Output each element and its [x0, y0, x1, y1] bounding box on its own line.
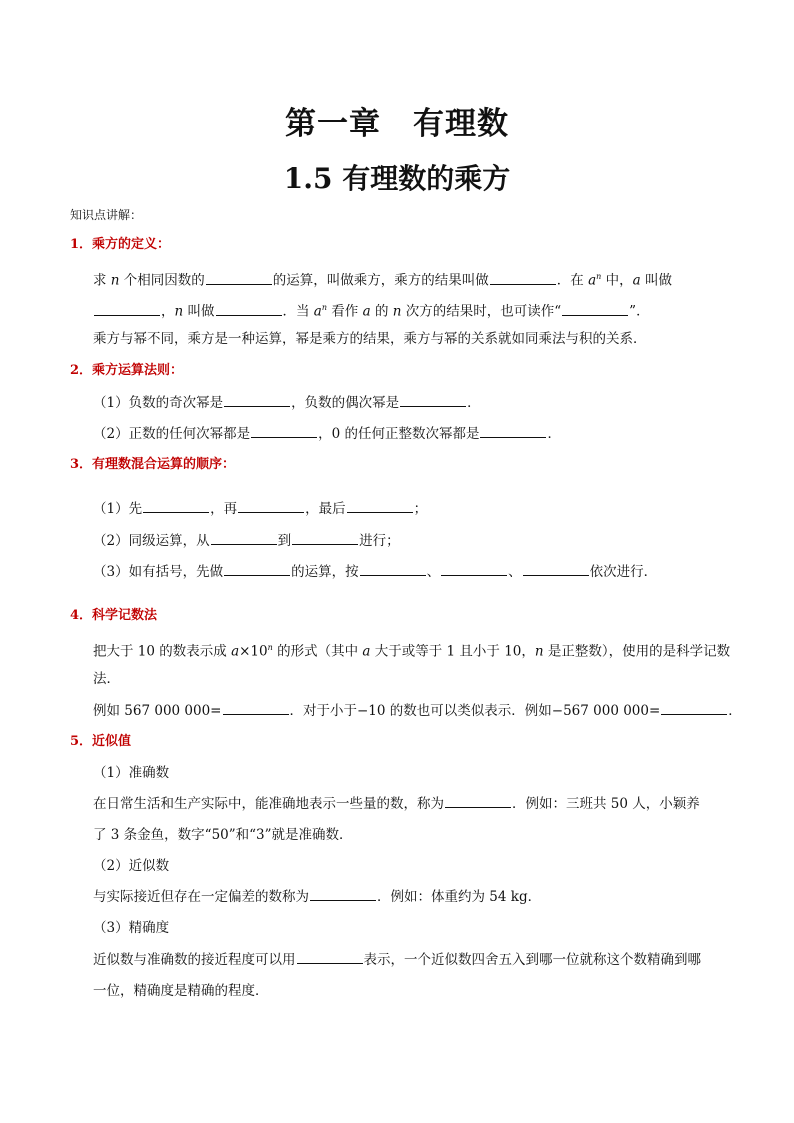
- fill-blank[interactable]: [480, 425, 546, 438]
- intro-label: 知识点讲解：: [70, 208, 143, 222]
- fill-blank[interactable]: [445, 795, 511, 808]
- s1-line-2: ，n 叫做 ．当 $a^n$ 看作 a 的 n 次方的结果时，也可读作“ ”．: [93, 299, 650, 321]
- fill-blank[interactable]: [216, 303, 282, 316]
- s1-line-3: 乘方与幂不同，乘方是一种运算，幂是乘方的结果，乘方与幂的关系就如同乘法与积的关系．: [93, 331, 647, 347]
- s5-p2-line-1: 与实际接近但存在一定偏差的数称为 ．例如：体重约为 54 kg．: [93, 889, 542, 905]
- fill-blank[interactable]: [238, 500, 304, 513]
- fill-blank[interactable]: [523, 563, 589, 576]
- fill-blank[interactable]: [223, 702, 289, 715]
- s2-line-2: （2）正数的任何次幂都是 ，0 的任何正整数次幂都是 ．: [93, 426, 561, 442]
- s5-sub-1: （1）准确数: [93, 765, 170, 781]
- section-4-heading: 4．科学记数法: [70, 608, 158, 623]
- fill-blank[interactable]: [360, 563, 426, 576]
- fill-blank[interactable]: [661, 702, 727, 715]
- fill-blank[interactable]: [292, 532, 358, 545]
- s2-line-1: （1）负数的奇次幂是 ，负数的偶次幂是 ．: [93, 395, 481, 411]
- section-3-heading: 3．有理数混合运算的顺序：: [70, 457, 236, 472]
- s5-sub-3: （3）精确度: [93, 920, 170, 936]
- fill-blank[interactable]: [211, 532, 277, 545]
- section-5-heading: 5．近似值: [70, 734, 132, 749]
- fill-blank[interactable]: [441, 563, 507, 576]
- s5-sub-2: （2）近似数: [93, 858, 170, 874]
- s3-line-3: （3）如有括号，先做 的运算，按 、 、 依次进行．: [93, 564, 658, 580]
- fill-blank[interactable]: [143, 500, 209, 513]
- s4-line-3: 例如 567 000 000= ．对于小于−10 的数也可以类似表示．例如−567 000 000= ．: [93, 703, 742, 719]
- s1-line-1: 求 n 个相同因数的 的运算，叫做乘方，乘方的结果叫做 ．在 $a^n$ 中，a 叫做: [93, 272, 672, 289]
- s3-line-2: （2）同级运算，从 到 进行；: [93, 533, 400, 549]
- fill-blank[interactable]: [347, 500, 413, 513]
- s4-line-1: 把大于 10 的数表示成 $a\times 10^n$ 的形式（其中 a 大于或等于 1 且小于 10，n 是正整数），使用的是科学记数: [93, 643, 731, 660]
- fill-blank[interactable]: [400, 394, 466, 407]
- fill-blank[interactable]: [297, 951, 363, 964]
- chapter-title: 第一章 有理数: [285, 106, 509, 142]
- s3-line-1: （1）先 ，再 ，最后 ；: [93, 501, 428, 517]
- section-1-heading: 1．乘方的定义：: [70, 237, 171, 252]
- s4-line-2: 法．: [93, 671, 120, 687]
- fill-blank[interactable]: [310, 888, 376, 901]
- fill-blank[interactable]: [224, 563, 290, 576]
- section-title: 1.5 有理数的乘方: [283, 162, 511, 195]
- fill-blank[interactable]: [94, 303, 160, 316]
- fill-blank[interactable]: [490, 272, 556, 285]
- s5-p3-line-2: 一位，精确度是精确的程度．: [93, 983, 269, 999]
- section-2-heading: 2．乘方运算法则：: [70, 363, 184, 378]
- fill-blank[interactable]: [251, 425, 317, 438]
- fill-blank[interactable]: [224, 394, 290, 407]
- s5-p1-line-2: 了 3 条金鱼，数字“50”和“3”就是准确数．: [93, 827, 353, 843]
- s5-p1-line-1: 在日常生活和生产实际中，能准确地表示一些量的数，称为 ．例如：三班共 50 人，小颖养: [93, 796, 700, 812]
- s5-p3-line-1: 近似数与准确数的接近程度可以用 表示，一个近似数四舍五入到哪一位就称这个数精确到哪: [93, 952, 701, 968]
- fill-blank[interactable]: [206, 272, 272, 285]
- fill-blank[interactable]: [562, 303, 628, 316]
